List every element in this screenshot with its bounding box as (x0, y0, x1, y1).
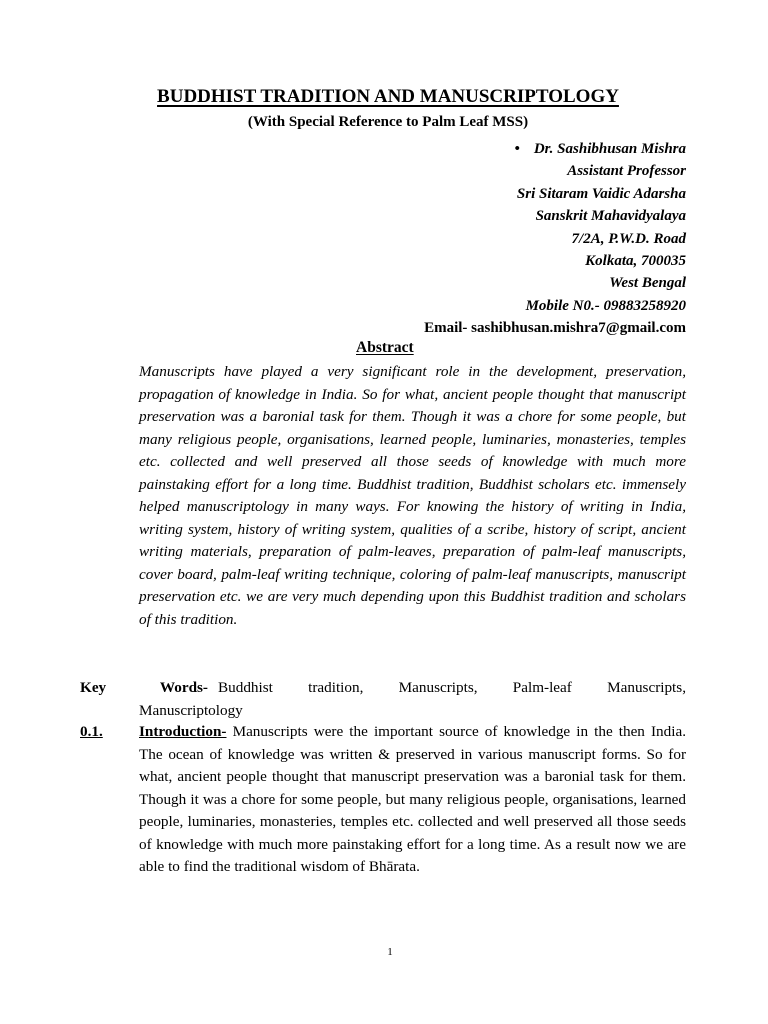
author-address-street: 7/2A, P.W.D. Road (571, 230, 686, 247)
introduction-section (80, 721, 686, 879)
introduction-paragraph (139, 721, 686, 879)
paper-title: BUDDHIST TRADITION AND MANUSCRIPTOLOGY (157, 86, 619, 107)
keywords-list: Buddhist tradition, Manuscripts, Palm-leaf Manuscripts, (218, 679, 686, 696)
keywords-label (80, 677, 218, 700)
bullet-icon: • (514, 141, 520, 157)
author-name-line (266, 138, 686, 160)
keywords-label-part-1: Key (80, 679, 107, 696)
page-number: 1 (387, 946, 393, 958)
section-number: 0.1. (80, 723, 103, 740)
abstract-heading: Abstract (356, 339, 414, 356)
author-institution-2: Sanskrit Mahavidyalaya (535, 208, 686, 225)
author-name: Dr. Sashibhusan Mishra (533, 141, 686, 157)
author-email: Email- sashibhusan.mishra7@gmail.com (424, 320, 686, 337)
keywords-section (80, 677, 686, 722)
author-address-city: Kolkata, 700035 (585, 253, 686, 270)
abstract-text: Manuscripts have played a very significant role in the development, preservation, propagation of knowledge in India. So for what, ancient people thought that manuscript preservation was a baronial task for them. Though it was a chore for some people, but many religious people, organisations, learned people, luminaries, monasteries, temples etc. collected and well preserved all those seeds of knowledge with much more painstaking effort for a long time. Buddhist tradition, Buddhist scholars etc. immensely helped manuscriptology in many ways. For knowing the history of writing in India, writing system, history of writing system, qualities of a scribe, history of script, ancient writing materials, preparation of palm-leaves, preparation of palm-leaf manuscripts, cover board, palm-leaf writing technique, coloring of palm-leaf manuscripts, manuscript preservation etc. we are very much depending upon this Buddhist tradition and scholars of this tradition. (139, 363, 686, 628)
keywords-list-continued: Manuscriptology (139, 701, 243, 719)
introduction-text: Manuscripts were the important source of knowledge in the then India. The ocean of knowledge was written & preserved in various manuscript forms. So for what, ancient people thought that manuscript preservation was a baronial task for them. Though it was a chore for some people, but many religious people, organisations, learned people, luminaries, monasteries, temples etc. collected and well preserved all those seeds of knowledge with much more painstaking effort for a long time. As a result now we are able to find the traditional wisdom of Bhārata. (139, 723, 686, 875)
author-address-state: West Bengal (609, 275, 686, 292)
keywords-label-part-2: Words- (159, 679, 208, 696)
author-designation: Assistant Professor (567, 163, 686, 180)
author-mobile: Mobile N0.- 09883258920 (525, 297, 686, 314)
author-info (266, 138, 686, 340)
introduction-heading: Introduction- (139, 723, 227, 740)
author-institution-1: Sri Sitaram Vaidic Adarsha (516, 185, 686, 202)
paper-subtitle: (With Special Reference to Palm Leaf MSS) (247, 114, 529, 130)
